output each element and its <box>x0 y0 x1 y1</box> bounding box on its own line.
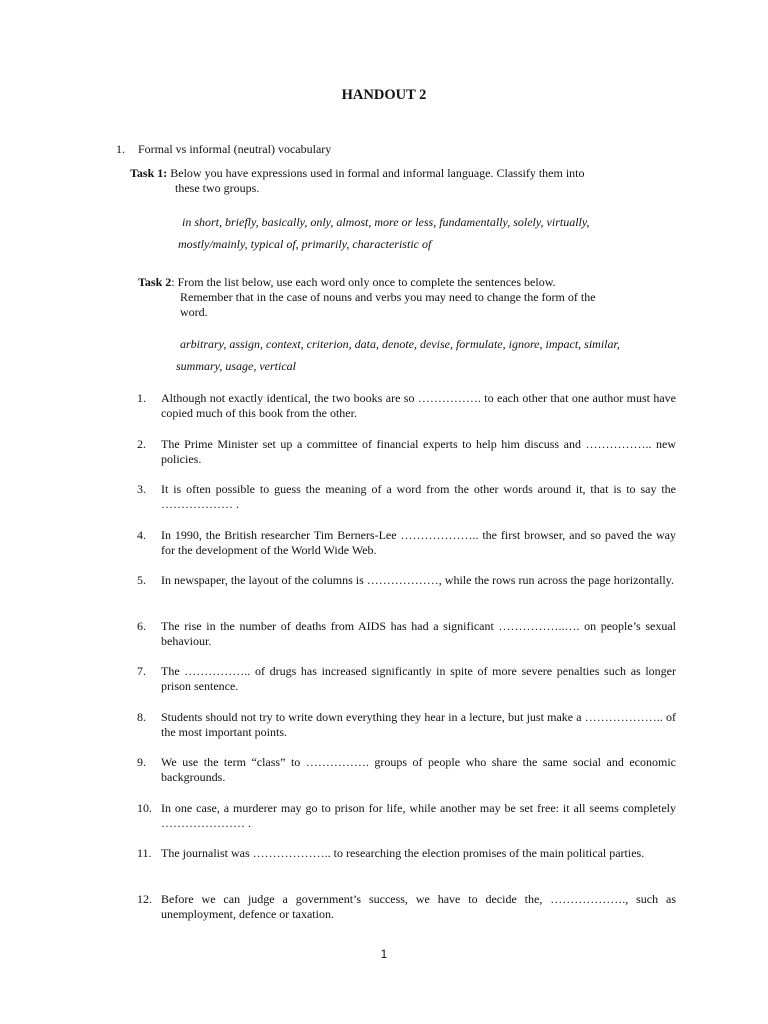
task2-words-line2: summary, usage, vertical <box>176 358 296 373</box>
list-item <box>137 573 676 619</box>
list-item <box>137 482 676 528</box>
list-item <box>137 801 676 847</box>
item-text: In one case, a murderer may go to prison for life, while another may be set free: it all seems completely ………………… . <box>161 800 676 830</box>
item-number: 1. <box>137 391 146 405</box>
task1-label: Task 1: <box>130 166 168 180</box>
list-item <box>137 619 676 665</box>
list-item <box>137 528 676 574</box>
sentence-list <box>137 391 676 937</box>
task1-line2: these two groups. <box>175 181 260 195</box>
item-number: 11. <box>137 846 152 860</box>
task2-label: Task 2 <box>138 275 172 289</box>
item-number: 8. <box>137 709 146 724</box>
item-number: 5. <box>137 573 146 587</box>
task1-word-list <box>178 211 648 255</box>
item-text: Before we can judge a government’s success, we have to decide the, ………………., such as unemployment, defence or taxation. <box>161 891 676 921</box>
item-text: In newspaper, the layout of the columns is ………………, while the rows run across the page horizontally. <box>161 573 674 587</box>
item-text: The journalist was ……………….. to researching the election promises of the main political parties. <box>161 846 645 860</box>
list-item <box>137 710 676 756</box>
item-text: It is often possible to guess the meaning of a word from the other words around it, that is to say the ……………… . <box>161 482 676 511</box>
task2-line1: : From the list below, use each word only once to complete the sentences below. <box>171 275 556 289</box>
item-text: The Prime Minister set up a committee of financial experts to help him discuss and …………….. new policies. <box>161 436 676 466</box>
list-item <box>137 755 676 801</box>
task1-words-line2: mostly/mainly, typical of, primarily, characteristic of <box>178 237 432 251</box>
item-number: 7. <box>137 664 146 678</box>
list-item <box>137 391 676 437</box>
task2-instructions <box>138 275 638 320</box>
list-item <box>137 892 676 938</box>
item-text: In 1990, the British researcher Tim Berners-Lee ……………….. the first browser, and so paved the way for the development of the World Wide Web. <box>161 527 676 557</box>
task1-line1: Below you have expressions used in formal and informal language. Classify them into <box>167 166 585 180</box>
task1-instructions <box>130 166 630 196</box>
list-item <box>137 664 676 710</box>
item-number: 12. <box>137 891 152 906</box>
item-number: 6. <box>137 618 146 633</box>
item-text: We use the term “class” to ……………. groups of people who share the same social and economic backgrounds. <box>161 755 676 784</box>
task1-words-line1: in short, briefly, basically, only, almost, more or less, fundamentally, solely, virtually, <box>182 215 590 229</box>
task2-word-list <box>176 334 666 377</box>
task2-words-line1: arbitrary, assign, context, criterion, data, denote, devise, formulate, ignore, impact, similar, <box>180 337 620 351</box>
item-text: Students should not try to write down everything they hear in a lecture, but just make a ……………….. of the most important points. <box>161 709 676 739</box>
item-number: 4. <box>137 527 146 542</box>
task2-line3: word. <box>180 305 208 319</box>
section-number: 1. <box>116 142 125 156</box>
list-item <box>137 846 676 892</box>
list-item <box>137 437 676 483</box>
item-text: The …………….. of drugs has increased significantly in spite of more severe penalties such as longer prison sentence. <box>161 664 676 693</box>
task2-line2: Remember that in the case of nouns and verbs you may need to change the form of the <box>180 290 596 304</box>
section-heading-text: Formal vs informal (neutral) vocabulary <box>138 142 332 156</box>
item-number: 3. <box>137 482 146 496</box>
item-number: 9. <box>137 755 146 769</box>
page-title: HANDOUT 2 <box>341 87 427 103</box>
item-text: The rise in the number of deaths from AIDS has had a significant ……………..…. on people’s sexual behaviour. <box>161 618 676 648</box>
item-text: Although not exactly identical, the two books are so ……………. to each other that one author must have copied much of this book from the other. <box>161 391 676 420</box>
item-number: 2. <box>137 436 146 451</box>
section-heading <box>116 142 331 157</box>
page-number: 1 <box>380 949 388 961</box>
item-number: 10. <box>137 800 152 815</box>
